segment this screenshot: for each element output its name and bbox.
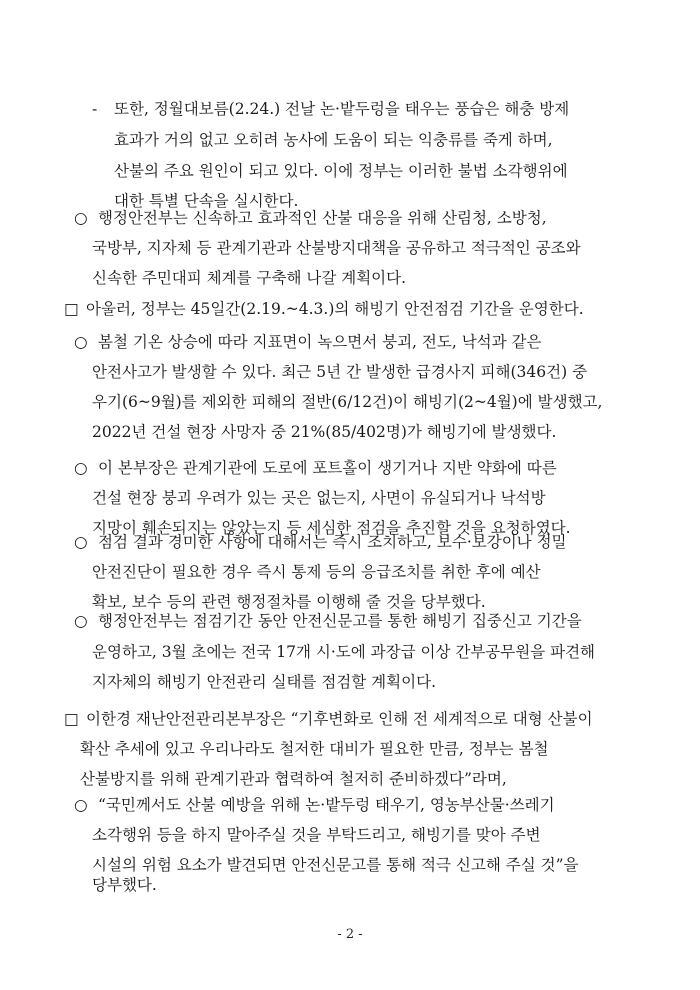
paragraph-line: 안전진단이 필요한 경우 즉시 통제 등의 응급조치를 취한 후에 예산: [92, 563, 541, 581]
paragraph-line: 소각행위 등을 하지 말아주실 것을 부탁드리고, 해빙기를 맞아 주변: [92, 826, 541, 844]
paragraph-line: 산불방지를 위해 관계기관과 협력하여 철저히 준비하겠다”라며,: [80, 770, 507, 788]
paragraph-line: 신속한 주민대피 체계를 구축해 나갈 계획이다.: [92, 269, 407, 287]
paragraph-line: 행정안전부는 신속하고 효과적인 산불 대응을 위해 산림청, 소방청,: [98, 209, 547, 227]
paragraph-line: 확산 추세에 있고 우리나라도 철저한 대비가 필요한 만큼, 정부는 봄철: [80, 740, 549, 758]
paragraph-line: 안전사고가 발생할 수 있다. 최근 5년 간 발생한 급경사지 피해(346건) 중: [92, 363, 588, 381]
paragraph-line: 운영하고, 3월 초에는 전국 17개 시·도에 과장급 이상 간부공무원을 파견해: [92, 643, 596, 661]
circle-marker: ○: [74, 333, 88, 351]
paragraph-line: 이한경 재난안전관리본부장은 “기후변화로 인해 전 세계적으로 대형 산불이: [86, 710, 593, 728]
paragraph-line: 지망이 훼손되지는 않았는지 등 세심한 점검을 추진할 것을 요청하였다.: [92, 519, 571, 537]
paragraph-line: “국민께서도 산불 예방을 위해 논·밭두렁 태우기, 영농부산물·쓰레기: [98, 796, 555, 814]
circle-marker: ○: [74, 533, 88, 551]
paragraph-line: 국방부, 지자체 등 관계기관과 산불방지대책을 공유하고 적극적인 공조와: [92, 239, 581, 257]
dash-marker: -: [92, 100, 98, 118]
paragraph-line: 확보, 보수 등의 관련 행정절차를 이행해 줄 것을 당부했다.: [92, 593, 486, 611]
circle-marker: ○: [74, 612, 88, 630]
paragraph-line: 시설의 위험 요소가 발견되면 안전신문고를 통해 적극 신고해 주실 것”을: [92, 856, 579, 874]
paragraph-line: 건설 현장 붕괴 우려가 있는 곳은 없는지, 사면이 유실되거나 낙석방: [92, 489, 546, 507]
paragraph-line: 2022년 건설 현장 사망자 중 21%(85/402명)가 해빙기에 발생했다.: [92, 423, 557, 441]
paragraph-line: 대한 특별 단속을 실시한다.: [114, 192, 299, 210]
paragraph-line: 또한, 정월대보름(2.24.) 전날 논·밭두렁을 태우는 풍습은 해충 방제: [114, 100, 570, 118]
paragraph-line: 당부했다.: [92, 876, 157, 894]
paragraph-line: 아울러, 정부는 45일간(2.19.~4.3.)의 해빙기 안전점검 기간을 운영한다.: [86, 300, 584, 318]
circle-marker: ○: [74, 459, 88, 477]
paragraph-line: 우기(6~9월)를 제외한 피해의 절반(6/12건)이 해빙기(2~4월)에 발생했고,: [92, 393, 603, 411]
paragraph-line: 지자체의 해빙기 안전관리 실태를 점검할 계획이다.: [92, 673, 436, 691]
paragraph-line: 행정안전부는 점검기간 동안 안전신문고를 통한 해빙기 집중신고 기간을: [98, 612, 582, 630]
circle-marker: ○: [74, 209, 88, 227]
paragraph-line: 효과가 거의 없고 오히려 농사에 도움이 되는 익충류를 죽게 하며,: [114, 131, 553, 149]
circle-marker: ○: [74, 796, 88, 814]
paragraph-line: 점검 결과 경미한 사항에 대해서는 즉시 조치하고, 보수·보강이나 정밀: [98, 533, 567, 551]
square-marker: □: [64, 300, 79, 318]
paragraph-line: 이 본부장은 관계기관에 도로에 포트홀이 생기거나 지반 약화에 따른: [98, 459, 557, 477]
page-number: - 2 -: [337, 927, 363, 942]
paragraph-line: 산불의 주요 원인이 되고 있다. 이에 정부는 이러한 불법 소각행위에: [114, 162, 568, 180]
square-marker: □: [64, 710, 79, 728]
paragraph-line: 봄철 기온 상승에 따라 지표면이 녹으면서 붕괴, 전도, 낙석과 같은: [98, 333, 542, 351]
